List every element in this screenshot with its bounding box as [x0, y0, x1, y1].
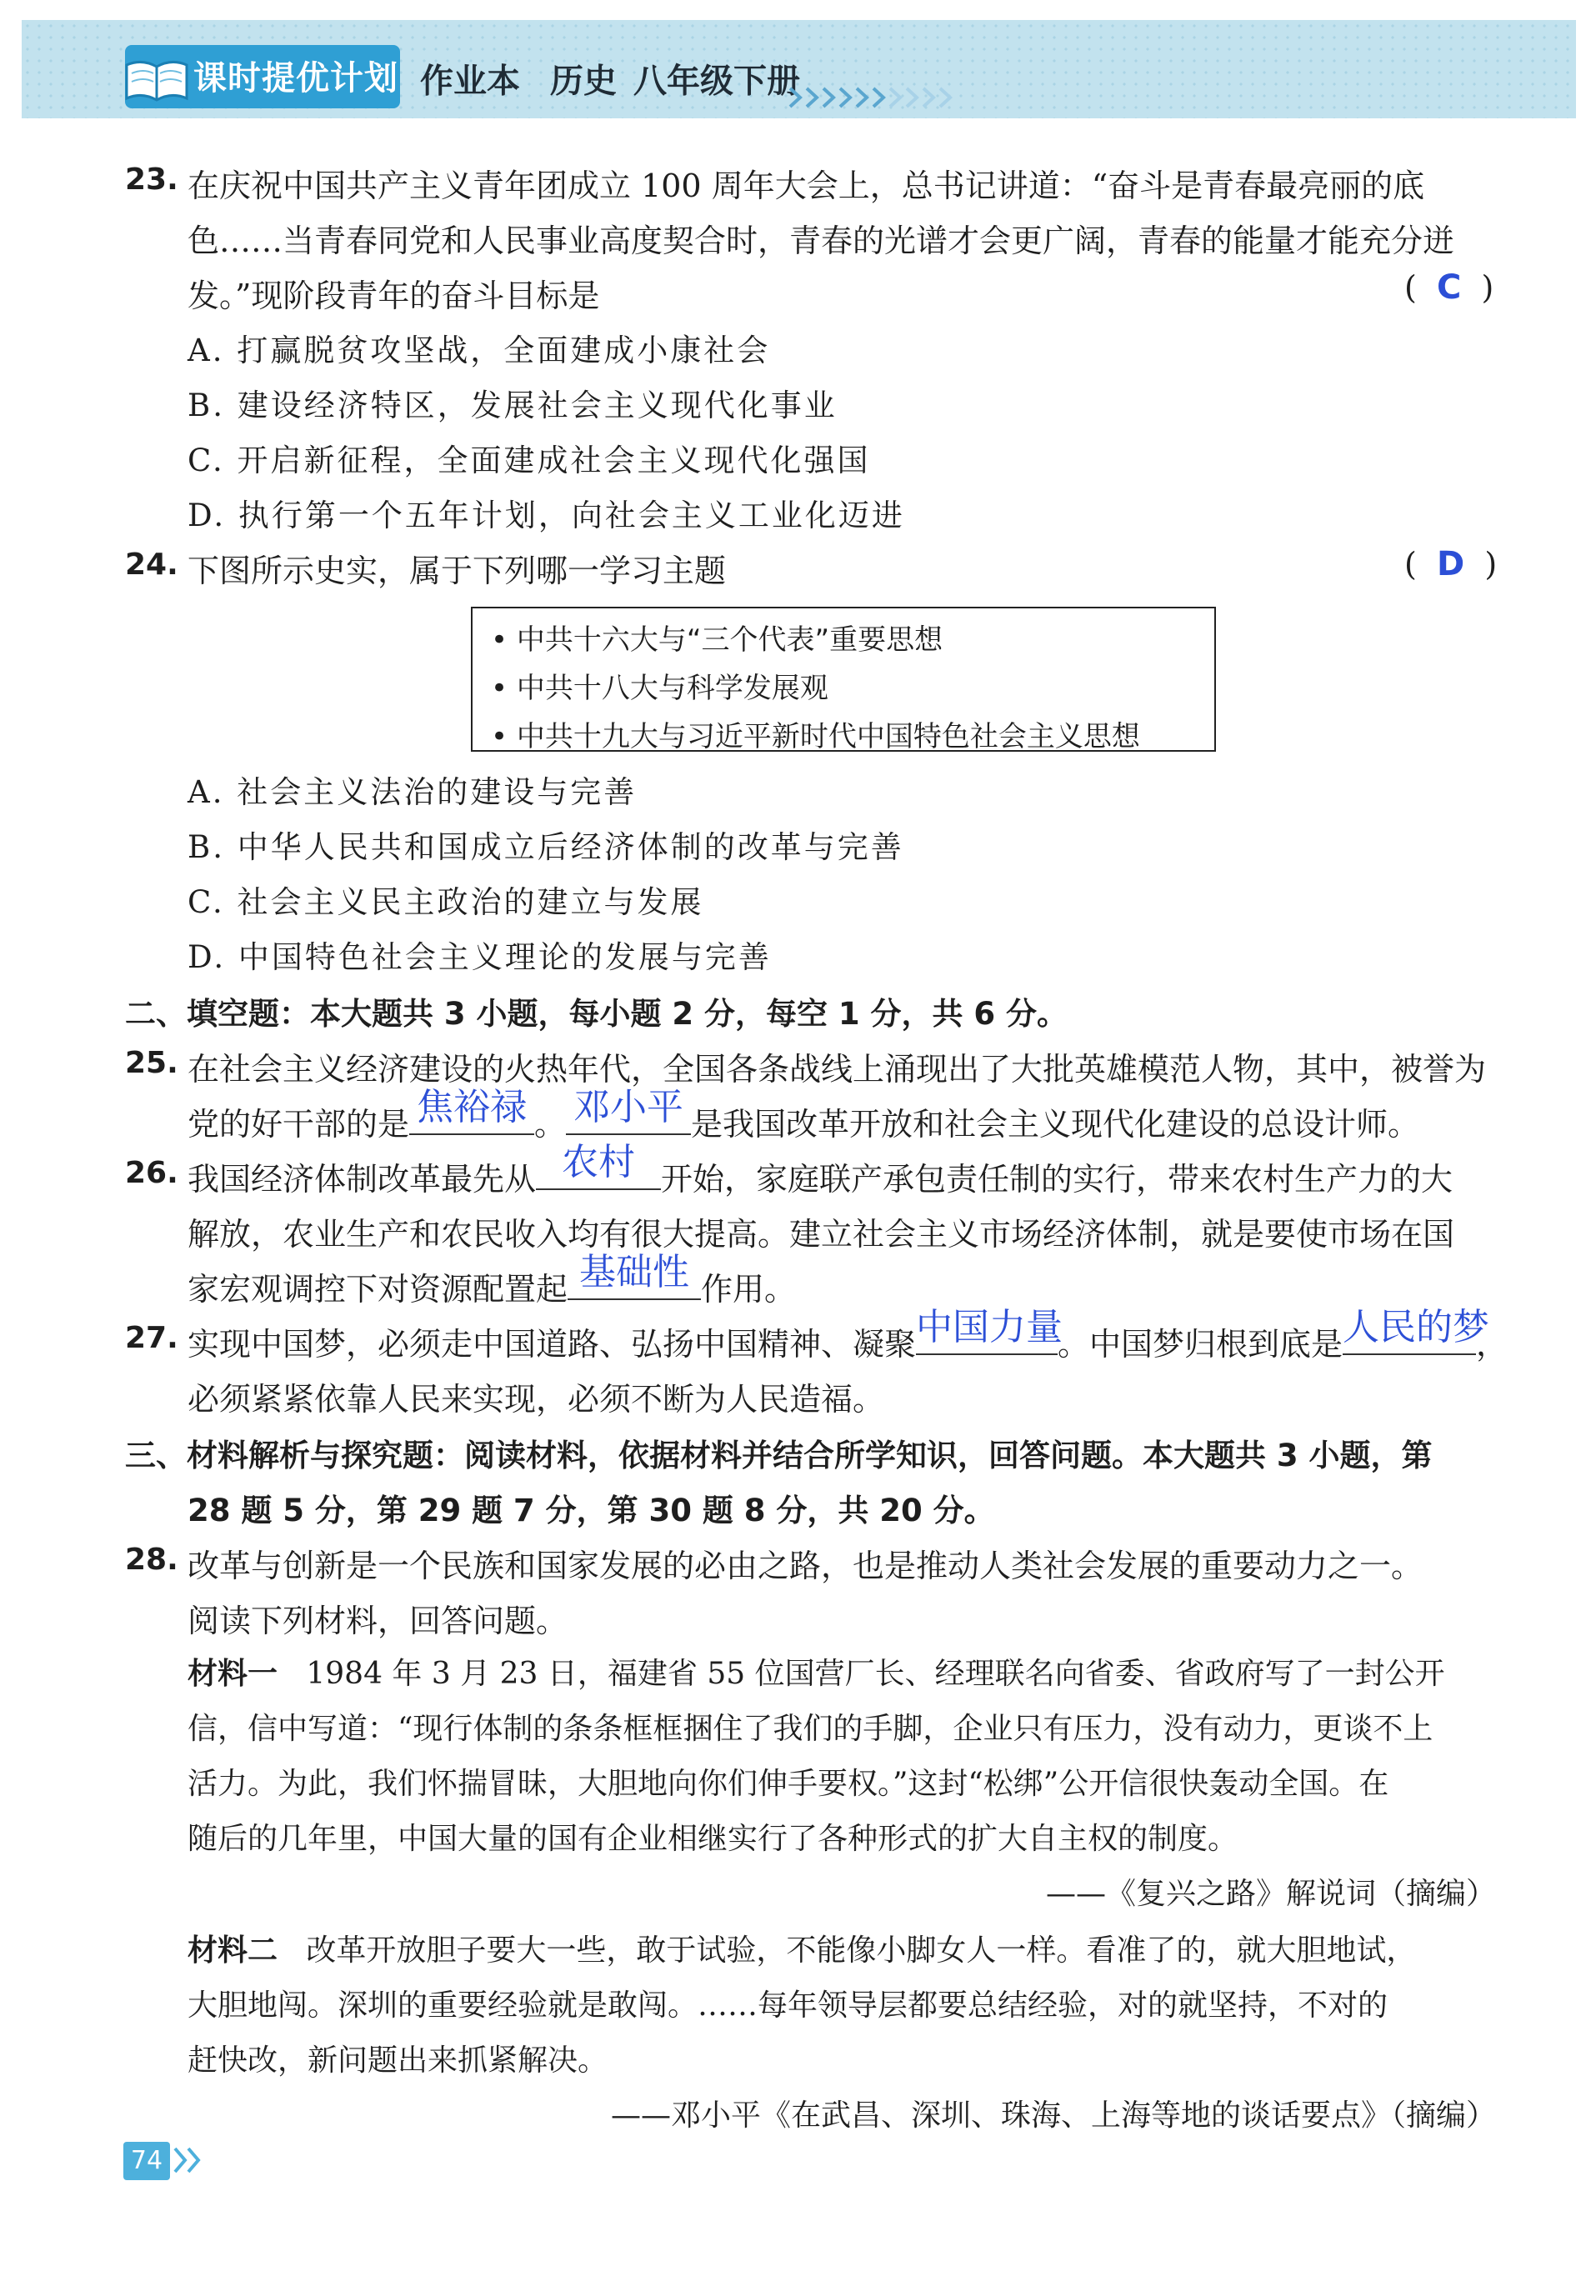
question-text: 色……当青春同党和人民事业高度契合时，青春的光谱才会更广阔，青春的能量才能充分迸: [188, 223, 1455, 259]
chevrons-right-icon: [787, 85, 970, 110]
text-segment: 作用。: [701, 1271, 797, 1308]
question-text: 在社会主义经济建设的火热年代，全国各条战线上涌现出了大批英雄模范人物，其中，被誉为: [188, 1051, 1487, 1088]
section-heading: 二、填空题：本大题共 3 小题，每小题 2 分，每空 1 分，共 6 分。: [125, 996, 1068, 1032]
grade: 八年级下册: [633, 62, 800, 101]
chevrons-right-icon: [172, 2145, 205, 2175]
fill-blank: [566, 1086, 691, 1135]
answer-mark: C: [1436, 268, 1462, 307]
question-text-with-blanks: [188, 1251, 797, 1309]
material-text: [188, 1927, 1416, 1969]
handwritten-answer: 中国力量: [916, 1306, 1063, 1348]
option: C. 开启新征程，全面建成社会主义现代化强国: [188, 443, 871, 478]
text-segment: 家宏观调控下对资源配置起: [188, 1271, 568, 1308]
option: B. 建设经济特区，发展社会主义现代化事业: [188, 388, 838, 423]
text-segment: 。: [534, 1106, 567, 1143]
fill-blank: [568, 1251, 701, 1300]
brand-title: 课时提优计划: [193, 59, 398, 98]
question-text: 阅读下列材料，回答问题。: [188, 1603, 568, 1639]
answer-mark: D: [1436, 545, 1465, 583]
answer-bracket: ( D ): [1404, 545, 1498, 583]
option: A. 社会主义法治的建设与完善: [188, 774, 638, 810]
question-text: 改革与创新是一个民族和国家发展的必由之路，也是推动人类社会发展的重要动力之一。: [188, 1548, 1423, 1584]
material-text: 活力。为此，我们怀揣冒昧，大胆地向你们伸手要权。”这封“松绑”公开信很快轰动全国。在: [188, 1767, 1389, 1801]
page-number: 74: [123, 2142, 170, 2180]
book-type: 作业本: [420, 62, 520, 101]
fill-blank: [1343, 1306, 1490, 1355]
question-number: 27.: [125, 1321, 178, 1355]
option: A. 打赢脱贫攻坚战，全面建成小康社会: [188, 333, 771, 368]
text-segment: 改革开放胆子要大一些，敢于试验，不能像小脚女人一样。看准了的，就大胆地试，: [306, 1933, 1417, 1968]
handwritten-answer: 焦裕禄: [417, 1086, 528, 1128]
question-text: 必须紧紧依靠人民来实现，必须不断为人民造福。: [188, 1381, 885, 1418]
text-segment: 是我国改革开放和社会主义现代化建设的总设计师。: [691, 1106, 1420, 1143]
text-segment: 党的好干部的是: [188, 1106, 410, 1143]
question-number: 24.: [125, 548, 178, 582]
option: B. 中华人民共和国成立后经济体制的改革与完善: [188, 829, 904, 865]
question-text-with-blanks: [188, 1086, 1420, 1144]
text-segment: 实现中国梦，必须走中国道路、弘扬中国精神、凝聚: [188, 1326, 917, 1363]
fill-blank: [536, 1141, 661, 1190]
subject: 历史: [550, 62, 617, 101]
text-segment: 开始，家庭联产承包责任制的实行，带来农村生产力的大: [661, 1161, 1453, 1198]
handwritten-answer: 农村: [562, 1141, 636, 1183]
answer-bracket: ( C ): [1404, 268, 1494, 307]
box-item: • 中共十九大与习近平新时代中国特色社会主义思想: [491, 720, 1140, 753]
option: D. 中国特色社会主义理论的发展与完善: [188, 939, 772, 975]
question-text-with-blanks: [188, 1306, 1508, 1364]
material-text: 随后的几年里，中国大量的国有企业相继实行了各种形式的扩大自主权的制度。: [188, 1822, 1238, 1856]
material-text: 信，信中写道：“现行体制的条条框框捆住了我们的手脚，企业只有压力，没有动力，更谈不上: [188, 1712, 1433, 1746]
question-number: 25.: [125, 1046, 178, 1080]
handwritten-answer: 基础性: [579, 1251, 690, 1293]
open-book-icon: [123, 57, 190, 103]
question-text: 解放，农业生产和农民收入均有很大提高。建立社会主义市场经济体制，就是要使市场在国: [188, 1216, 1455, 1253]
question-number: 23.: [125, 163, 178, 197]
handwritten-answer: 人民的梦: [1343, 1306, 1490, 1348]
question-number: 28.: [125, 1543, 178, 1577]
text-segment: ，: [1476, 1326, 1508, 1363]
question-text: 发。”现阶段青年的奋斗目标是: [188, 278, 600, 314]
text-segment: 。中国梦归根到底是: [1058, 1326, 1343, 1363]
material-source: ——邓小平《在武昌、深圳、珠海、上海等地的谈话要点》（摘编）: [610, 2098, 1496, 2133]
text-segment: 1984 年 3 月 23 日，福建省 55 位国营厂长、经理联名向省委、省政府写了一封公开: [306, 1657, 1445, 1691]
material-label: 材料二: [188, 1933, 278, 1968]
material-text: 大胆地闯。深圳的重要经验就是敢闯。……每年领导层都要总结经验，对的就坚持，不对的: [188, 1988, 1388, 2023]
handwritten-answer: 邓小平: [573, 1086, 684, 1128]
box-item: • 中共十八大与科学发展观: [491, 672, 828, 705]
section-heading: 28 题 5 分，第 29 题 7 分，第 30 题 8 分，共 20 分。: [188, 1493, 995, 1528]
material-source: ——《复兴之路》解说词（摘编）: [1045, 1877, 1496, 1911]
material-text: 赶快改，新问题出来抓紧解决。: [188, 2043, 608, 2078]
question-text: 在庆祝中国共产主义青年团成立 100 周年大会上，总书记讲道：“奋斗是青春最亮丽的底: [188, 168, 1425, 204]
option: C. 社会主义民主政治的建立与发展: [188, 884, 704, 920]
question-number: 26.: [125, 1156, 178, 1190]
material-box: [471, 607, 1216, 752]
material-label: 材料一: [188, 1657, 278, 1691]
option: D. 执行第一个五年计划，向社会主义工业化迈进: [188, 498, 905, 533]
question-text-with-blanks: [188, 1141, 1453, 1199]
text-segment: 我国经济体制改革最先从: [188, 1161, 537, 1198]
section-heading: 三、材料解析与探究题：阅读材料，依据材料并结合所学知识，回答问题。本大题共 3 小题，第: [125, 1438, 1433, 1473]
question-text: 下图所示史实，属于下列哪一学习主题: [188, 553, 727, 589]
fill-blank: [409, 1086, 534, 1135]
material-text: [188, 1650, 1445, 1693]
box-item: • 中共十六大与“三个代表”重要思想: [491, 623, 943, 657]
fill-blank: [916, 1306, 1063, 1355]
